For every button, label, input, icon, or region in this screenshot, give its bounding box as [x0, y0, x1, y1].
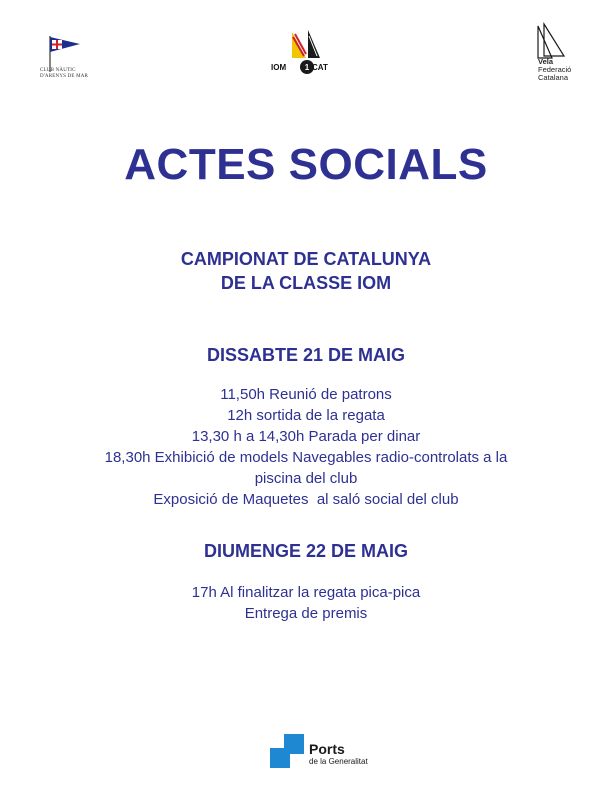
- page-title: ACTES SOCIALS: [124, 140, 488, 189]
- event-item: 18,30h Exhibició de models Navegables radio-controlats a la: [104, 449, 508, 466]
- event-item: 12h sortida de la regata: [227, 407, 385, 424]
- fed-line3: Catalana: [538, 73, 569, 82]
- ports-sub: de la Generalitat: [309, 757, 368, 766]
- fed-line1: Vela: [538, 57, 554, 66]
- event-item: 13,30 h a 14,30h Parada per dinar: [191, 428, 421, 445]
- iom-label-left: IOM: [271, 63, 287, 72]
- club-caption-line1: CLUB NÀUTIC: [40, 68, 76, 73]
- event-item: piscina del club: [254, 470, 358, 487]
- federacio-text: [538, 58, 571, 82]
- subtitle-line1: CAMPIONAT DE CATALUNYA: [180, 249, 432, 269]
- fed-line2: Federació: [538, 65, 572, 74]
- event-item: 11,50h Reunió de patrons: [220, 386, 392, 403]
- subtitle-line2: DE LA CLASSE IOM: [220, 273, 392, 293]
- svg-text:1: 1: [304, 63, 310, 72]
- ports-generalitat-logo: [270, 734, 304, 768]
- event-item: Exposició de Maquetes al saló social del club: [153, 491, 459, 508]
- day1-events: [0, 384, 612, 510]
- iom-label-right: CAT: [312, 63, 328, 72]
- day2-events: [0, 582, 612, 624]
- event-item: Entrega de premis: [244, 605, 368, 622]
- day1-heading: DISSABTE 21 DE MAIG: [206, 345, 406, 365]
- club-caption: [40, 68, 120, 80]
- iom-cat-sail-logo: [262, 28, 352, 80]
- ports-text: [309, 742, 368, 767]
- club-caption-line2: D'ARENYS DE MAR: [40, 74, 89, 79]
- day2-heading: DIUMENGE 22 DE MAIG: [203, 541, 409, 561]
- ports-name: Ports: [309, 741, 345, 757]
- event-item: 17h Al finalitzar la regata pica-pica: [191, 584, 421, 601]
